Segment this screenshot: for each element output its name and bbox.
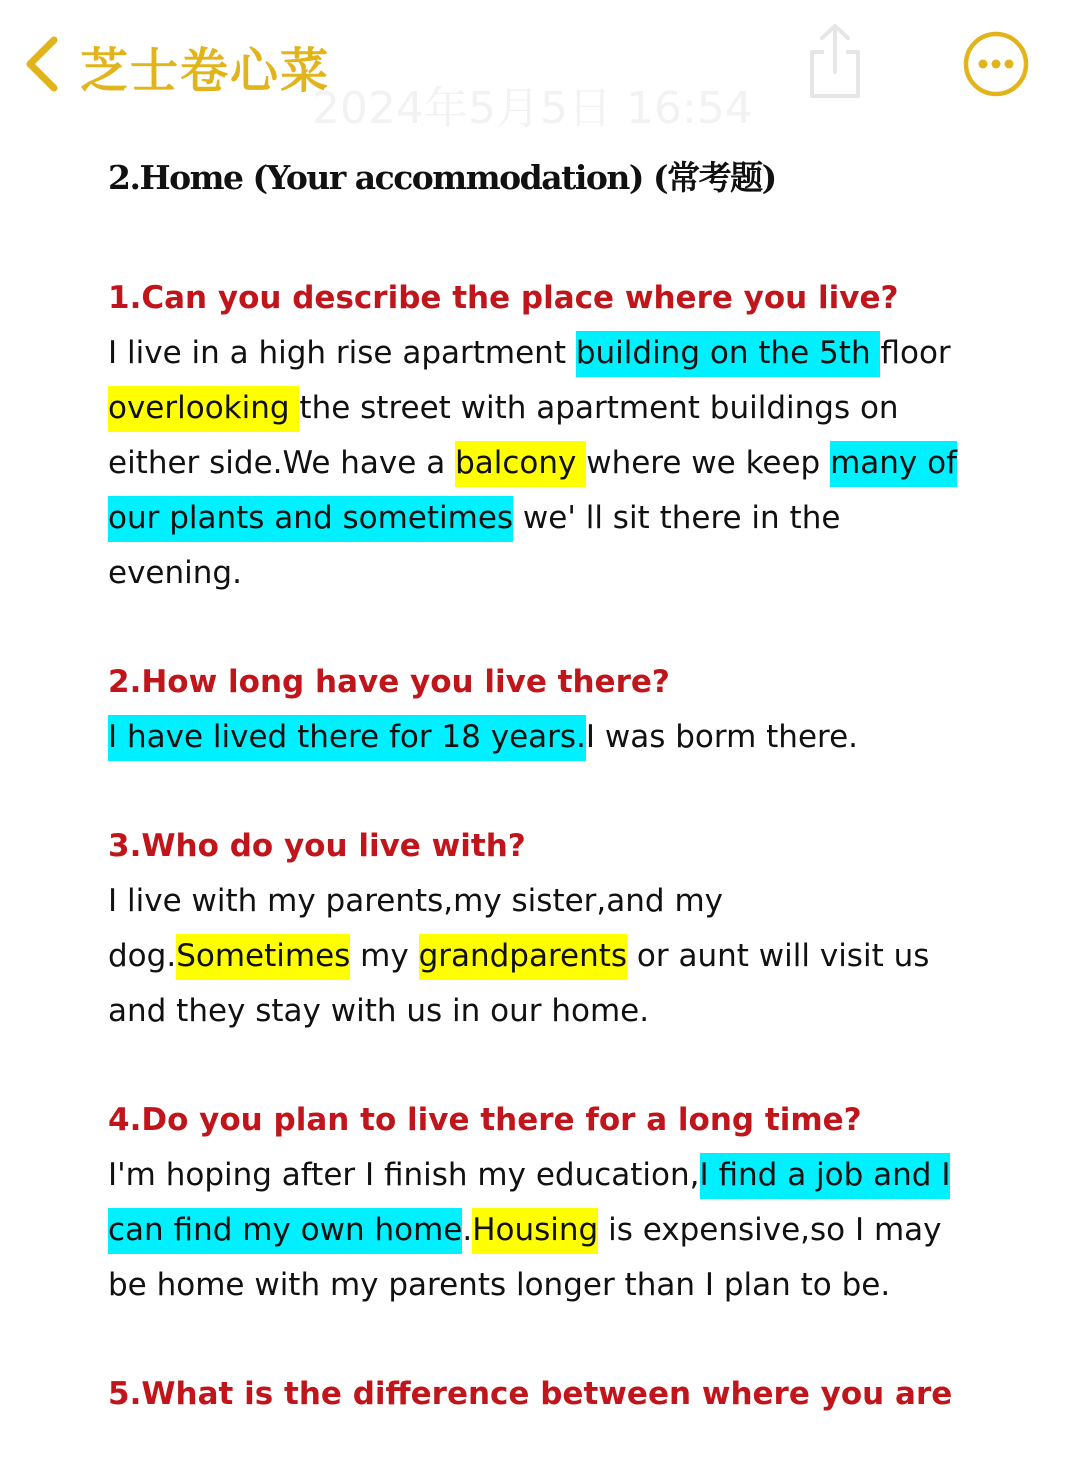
highlighted-phrase: I find a job and I can find my own home <box>108 1153 950 1254</box>
answer-text <box>108 326 968 601</box>
qa-block <box>108 1093 968 1313</box>
answer-segment: . <box>462 1212 473 1248</box>
qa-block <box>108 1367 968 1422</box>
answer-text <box>108 874 968 1039</box>
note-body[interactable] <box>108 152 968 1476</box>
answer-segment: my <box>350 938 419 974</box>
question-heading: 2.How long have you live there? <box>108 664 670 700</box>
highlighted-phrase: Housing <box>472 1208 598 1254</box>
qa-block <box>108 271 968 601</box>
answer-segment: I'm hoping after I finish my education, <box>108 1157 700 1193</box>
note-timestamp: 2024年5月5日 16:54 <box>312 83 753 134</box>
answer-segment: or aunt will visit us and they stay with us in our home. <box>108 938 930 1029</box>
qa-block <box>108 819 968 1039</box>
share-icon <box>804 22 866 100</box>
share-button[interactable] <box>804 22 866 100</box>
more-options-button[interactable] <box>962 30 1030 98</box>
answer-segment: the street with apartment buildings on either side.We have a <box>108 390 899 481</box>
back-button[interactable] <box>22 34 64 94</box>
question-heading: 1.Can you describe the place where you live? <box>108 280 899 316</box>
question-heading: 5.What is the difference between where you are <box>108 1376 953 1412</box>
answer-text <box>108 710 968 765</box>
answer-segment: where we keep <box>586 445 831 481</box>
answer-segment: is expensive,so I may be home with my parents longer than I plan to be. <box>108 1212 942 1303</box>
answer-segment: I was borm there. <box>585 719 859 755</box>
answer-segment: we' ll sit there in the evening. <box>108 500 841 591</box>
more-icon <box>962 30 1030 98</box>
chevron-left-icon <box>22 34 64 94</box>
top-bar <box>0 0 1080 134</box>
question-heading: 3.Who do you live with? <box>108 828 526 864</box>
question-heading: 4.Do you plan to live there for a long time? <box>108 1102 862 1138</box>
answer-segment: I live in a high rise apartment <box>108 335 576 371</box>
highlighted-phrase: balcony <box>455 441 586 487</box>
qa-list <box>108 271 968 1422</box>
answer-text <box>108 1148 968 1313</box>
note-title: 2.Home (Your accommodation) (常考题) <box>108 158 776 197</box>
qa-block <box>108 655 968 765</box>
highlighted-phrase: Sometimes <box>176 934 350 980</box>
answer-segment: I live with my parents,my sister,and my dog. <box>108 883 723 974</box>
highlighted-phrase: grandparents <box>419 934 628 980</box>
highlighted-phrase: building on the 5th <box>576 331 881 377</box>
highlighted-phrase: overlooking <box>108 386 299 432</box>
highlighted-phrase: many of our plants and sometimes <box>108 441 957 542</box>
answer-segment: floor <box>880 335 951 371</box>
back-title[interactable]: 芝士卷心菜 <box>80 43 331 99</box>
highlighted-phrase: I have lived there for 18 years. <box>108 715 586 761</box>
